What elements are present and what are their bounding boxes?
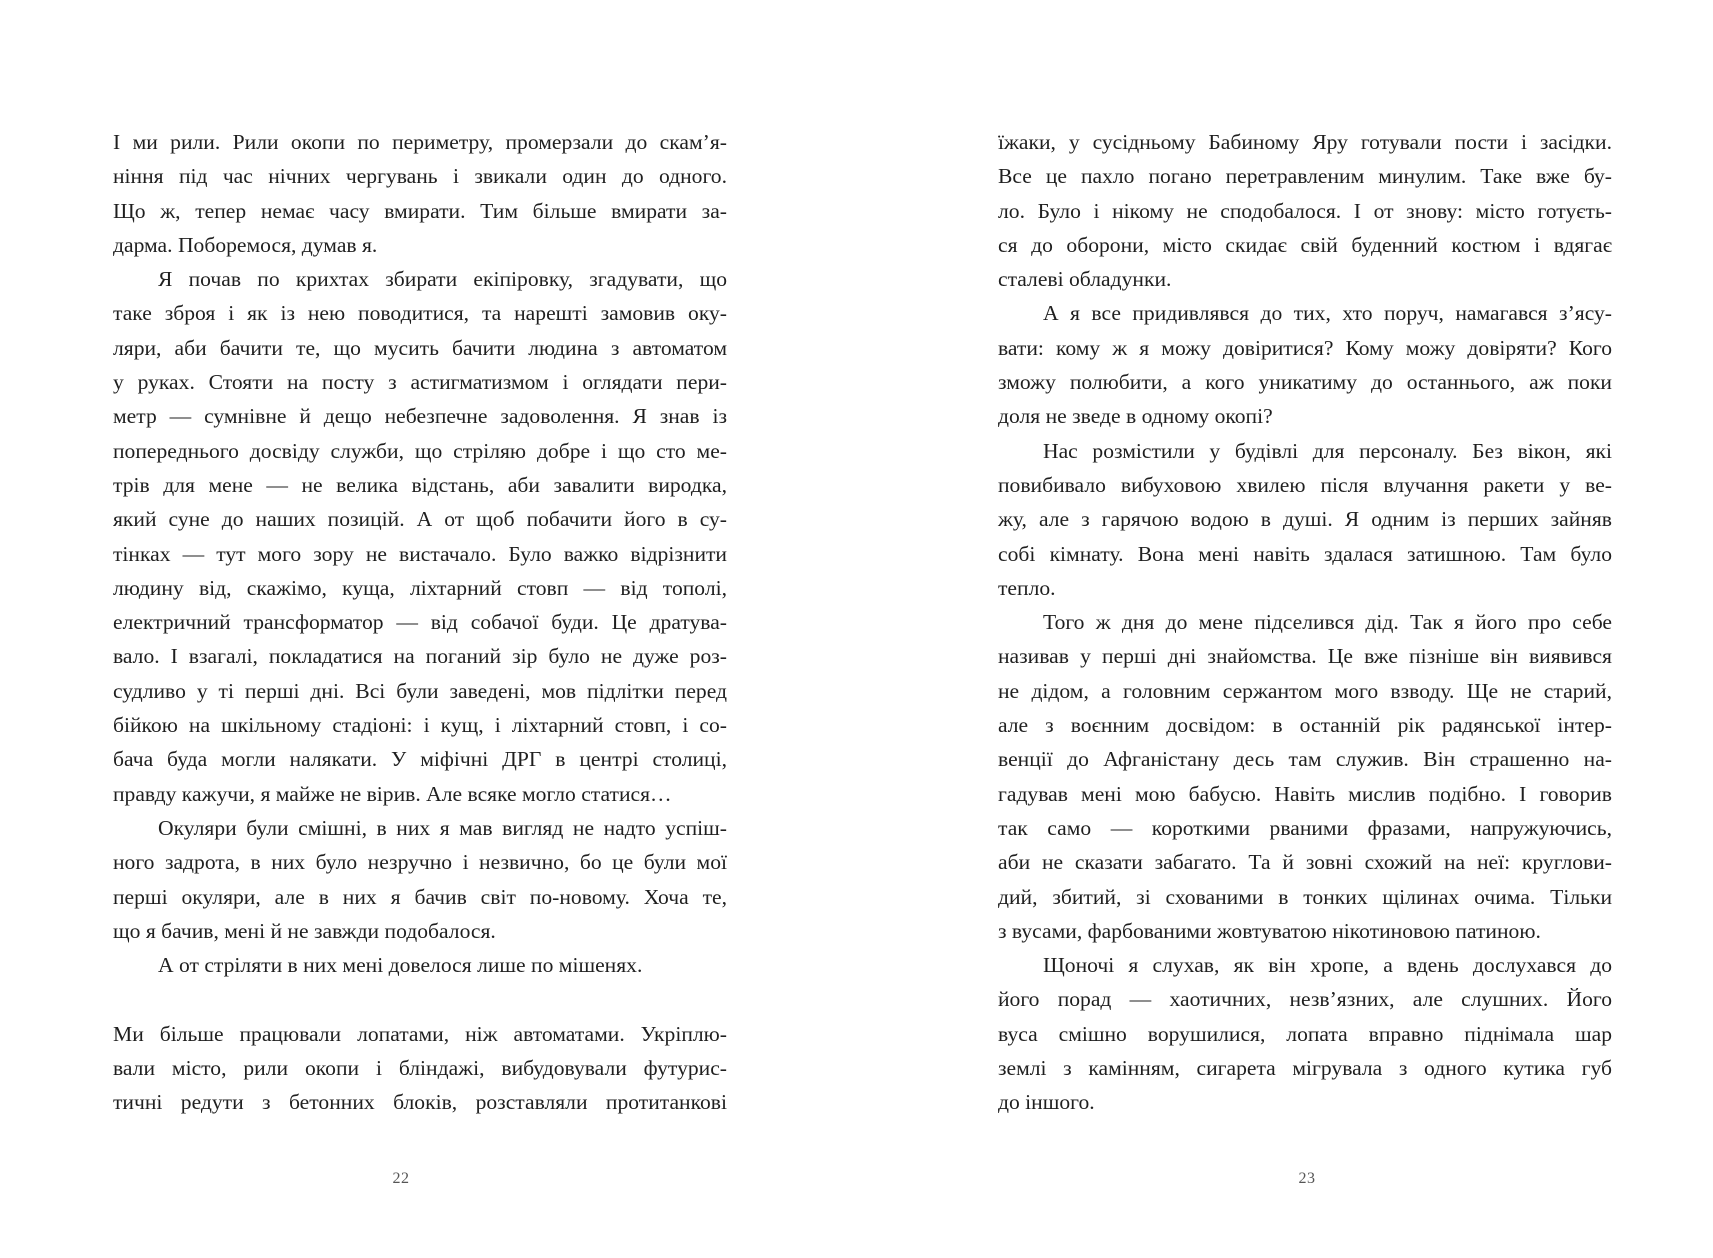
text-line: з вусами, фарбованими жовтуватою нікотиновою патиною. bbox=[998, 918, 1541, 943]
text-line: дий, збитий, зі схованими в тонких щілинах очима. Тільки bbox=[998, 884, 1612, 909]
text-line: собі кімнату. Вона мені навіть здалася затишною. Там було bbox=[998, 541, 1612, 566]
text-line: дарма. Поборемося, думав я. bbox=[113, 232, 378, 257]
text-line: сталеві обладунки. bbox=[998, 267, 1172, 292]
left-page bbox=[0, 0, 856, 1258]
text-line: у руках. Стояти на посту з астигматизмом і оглядати пери- bbox=[113, 370, 727, 395]
text-line: людину від, скажімо, куща, ліхтарний стовп — від тополі, bbox=[113, 575, 727, 600]
text-line: що я бачив, мені й не завжди подобалося. bbox=[113, 918, 496, 943]
text-line: правду кажучи, я майже не вірив. Але всяке могло статися… bbox=[113, 781, 672, 806]
text-line: аби не сказати забагато. Та й зовні схожий на неї: круглови- bbox=[998, 850, 1612, 875]
text-line: ся до оборони, місто скидає свій буденний костюм і вдягає bbox=[998, 232, 1612, 257]
text-line: не дідом, а головним сержантом мого взводу. Ще не старий, bbox=[998, 678, 1612, 703]
text-line: їжаки, у сусідньому Бабиному Яру готували пости і засідки. bbox=[998, 130, 1612, 154]
text-line: доля не зведе в одному окопі? bbox=[998, 404, 1273, 429]
text-line bbox=[113, 982, 727, 1016]
text-line: тепло. bbox=[998, 575, 1056, 600]
text-line: Нас розмістили у будівлі для персоналу. Без вікон, які bbox=[1043, 438, 1612, 463]
text-line: таке зброя і як із нею поводитися, та нарешті замовив оку- bbox=[113, 301, 727, 326]
text-line: венції до Афганістану десь там служив. Він страшенно на- bbox=[998, 747, 1612, 772]
page-number: 23 bbox=[1298, 1170, 1316, 1187]
text-line: електричний трансформатор — від собачої буди. Це дратува- bbox=[113, 610, 727, 635]
text-line: Що ж, тепер немає часу вмирати. Тим більше вмирати за- bbox=[113, 198, 727, 223]
text-line: бача буда могли налякати. У міфічні ДРГ в центрі столиці, bbox=[113, 747, 727, 772]
text-line: А от стріляти в них мені довелося лише по мішенях. bbox=[158, 953, 643, 978]
text-line: А я все придивлявся до тих, хто поруч, намагався з’ясу- bbox=[1043, 301, 1612, 326]
text-line: який суне до наших позицій. А от щоб побачити його в су- bbox=[113, 507, 727, 532]
text-line: повибивало вибуховою хвилею після влучання ракети у ве- bbox=[998, 472, 1612, 497]
text-line: жу, але з гарячою водою в душі. Я одним із перших зайняв bbox=[998, 507, 1612, 532]
text-line: землі з камінням, сигарета мігрувала з одного кутика губ bbox=[998, 1056, 1612, 1081]
text-line: ляри, аби бачити те, що мусить бачити людина з автоматом bbox=[113, 335, 727, 360]
text-line: ніння під час нічних чергувань і звикали один до одного. bbox=[113, 164, 727, 189]
text-line: його порад — хаотичних, незв’язних, але слушних. Його bbox=[998, 987, 1612, 1012]
text-line: вати: кому ж я можу довіритися? Кому можу довіряти? Кого bbox=[998, 335, 1612, 360]
text-line: Того ж дня до мене підселився дід. Так я його про себе bbox=[1043, 610, 1612, 635]
text-line: гадував мені мою бабусю. Навіть мислив подібно. І говорив bbox=[998, 781, 1612, 806]
text-line: вало. І взагалі, покладатися на поганий зір було не дуже роз- bbox=[113, 644, 727, 669]
text-line: називав у перші дні знайомства. Це вже пізніше він виявився bbox=[998, 644, 1612, 669]
text-line: Ми більше працювали лопатами, ніж автоматами. Укріплю- bbox=[113, 1021, 727, 1046]
text-line: Я почав по крихтах збирати екіпіровку, згадувати, що bbox=[158, 267, 727, 292]
right-page bbox=[857, 0, 1713, 1258]
text-line: так само — короткими рваними фразами, напружуючись, bbox=[998, 815, 1612, 840]
text-line: вали місто, рили окопи і бліндажі, вибудовували футурис- bbox=[113, 1056, 727, 1081]
text-line: вуса смішно ворушилися, лопата вправно піднімала шар bbox=[998, 1021, 1612, 1046]
text-line: метр — сумнівне й дещо небезпечне задоволення. Я знав із bbox=[113, 404, 727, 429]
text-line: перші окуляри, але в них я бачив світ по-новому. Хоча те, bbox=[113, 884, 727, 909]
text-line: І ми рили. Рили окопи по периметру, промерзали до скам’я- bbox=[113, 130, 727, 154]
text-line: Все це пахло погано перетравленим минулим. Таке вже бу- bbox=[998, 164, 1612, 189]
text-line: тінках — тут мого зору не вистачало. Було важко відрізнити bbox=[113, 541, 727, 566]
text-line: ного задрота, в них було незручно і незвично, бо це були мої bbox=[113, 850, 727, 875]
text-line: тичні редути з бетонних блоків, розставляли протитанкові bbox=[113, 1090, 727, 1115]
text-line: зможу полюбити, а кого уникатиму до останнього, аж поки bbox=[998, 370, 1612, 395]
text-line: трів для мене — не велика відстань, аби завалити виродка, bbox=[113, 472, 727, 497]
text-line: Щоночі я слухав, як він хропе, а вдень дослухався до bbox=[1043, 953, 1612, 978]
page-number: 22 bbox=[392, 1170, 410, 1187]
text-line: до іншого. bbox=[998, 1090, 1095, 1115]
text-line: попереднього досвіду служби, що стріляю добре і що сто ме- bbox=[113, 438, 727, 463]
text-line: але з воєнним досвідом: в останній рік радянської інтер- bbox=[998, 713, 1612, 738]
text-line: бійкою на шкільному стадіоні: і кущ, і ліхтарний стовп, і со- bbox=[113, 713, 727, 738]
text-line: Окуляри були смішні, в них я мав вигляд не надто успіш- bbox=[158, 815, 727, 840]
text-line: ло. Було і нікому не сподобалося. І от знову: місто готуєть- bbox=[998, 198, 1612, 223]
left-page-text bbox=[113, 125, 727, 1120]
text-line: судливо у ті перші дні. Всі були заведені, мов підлітки перед bbox=[113, 678, 727, 703]
right-page-text bbox=[998, 125, 1612, 1120]
